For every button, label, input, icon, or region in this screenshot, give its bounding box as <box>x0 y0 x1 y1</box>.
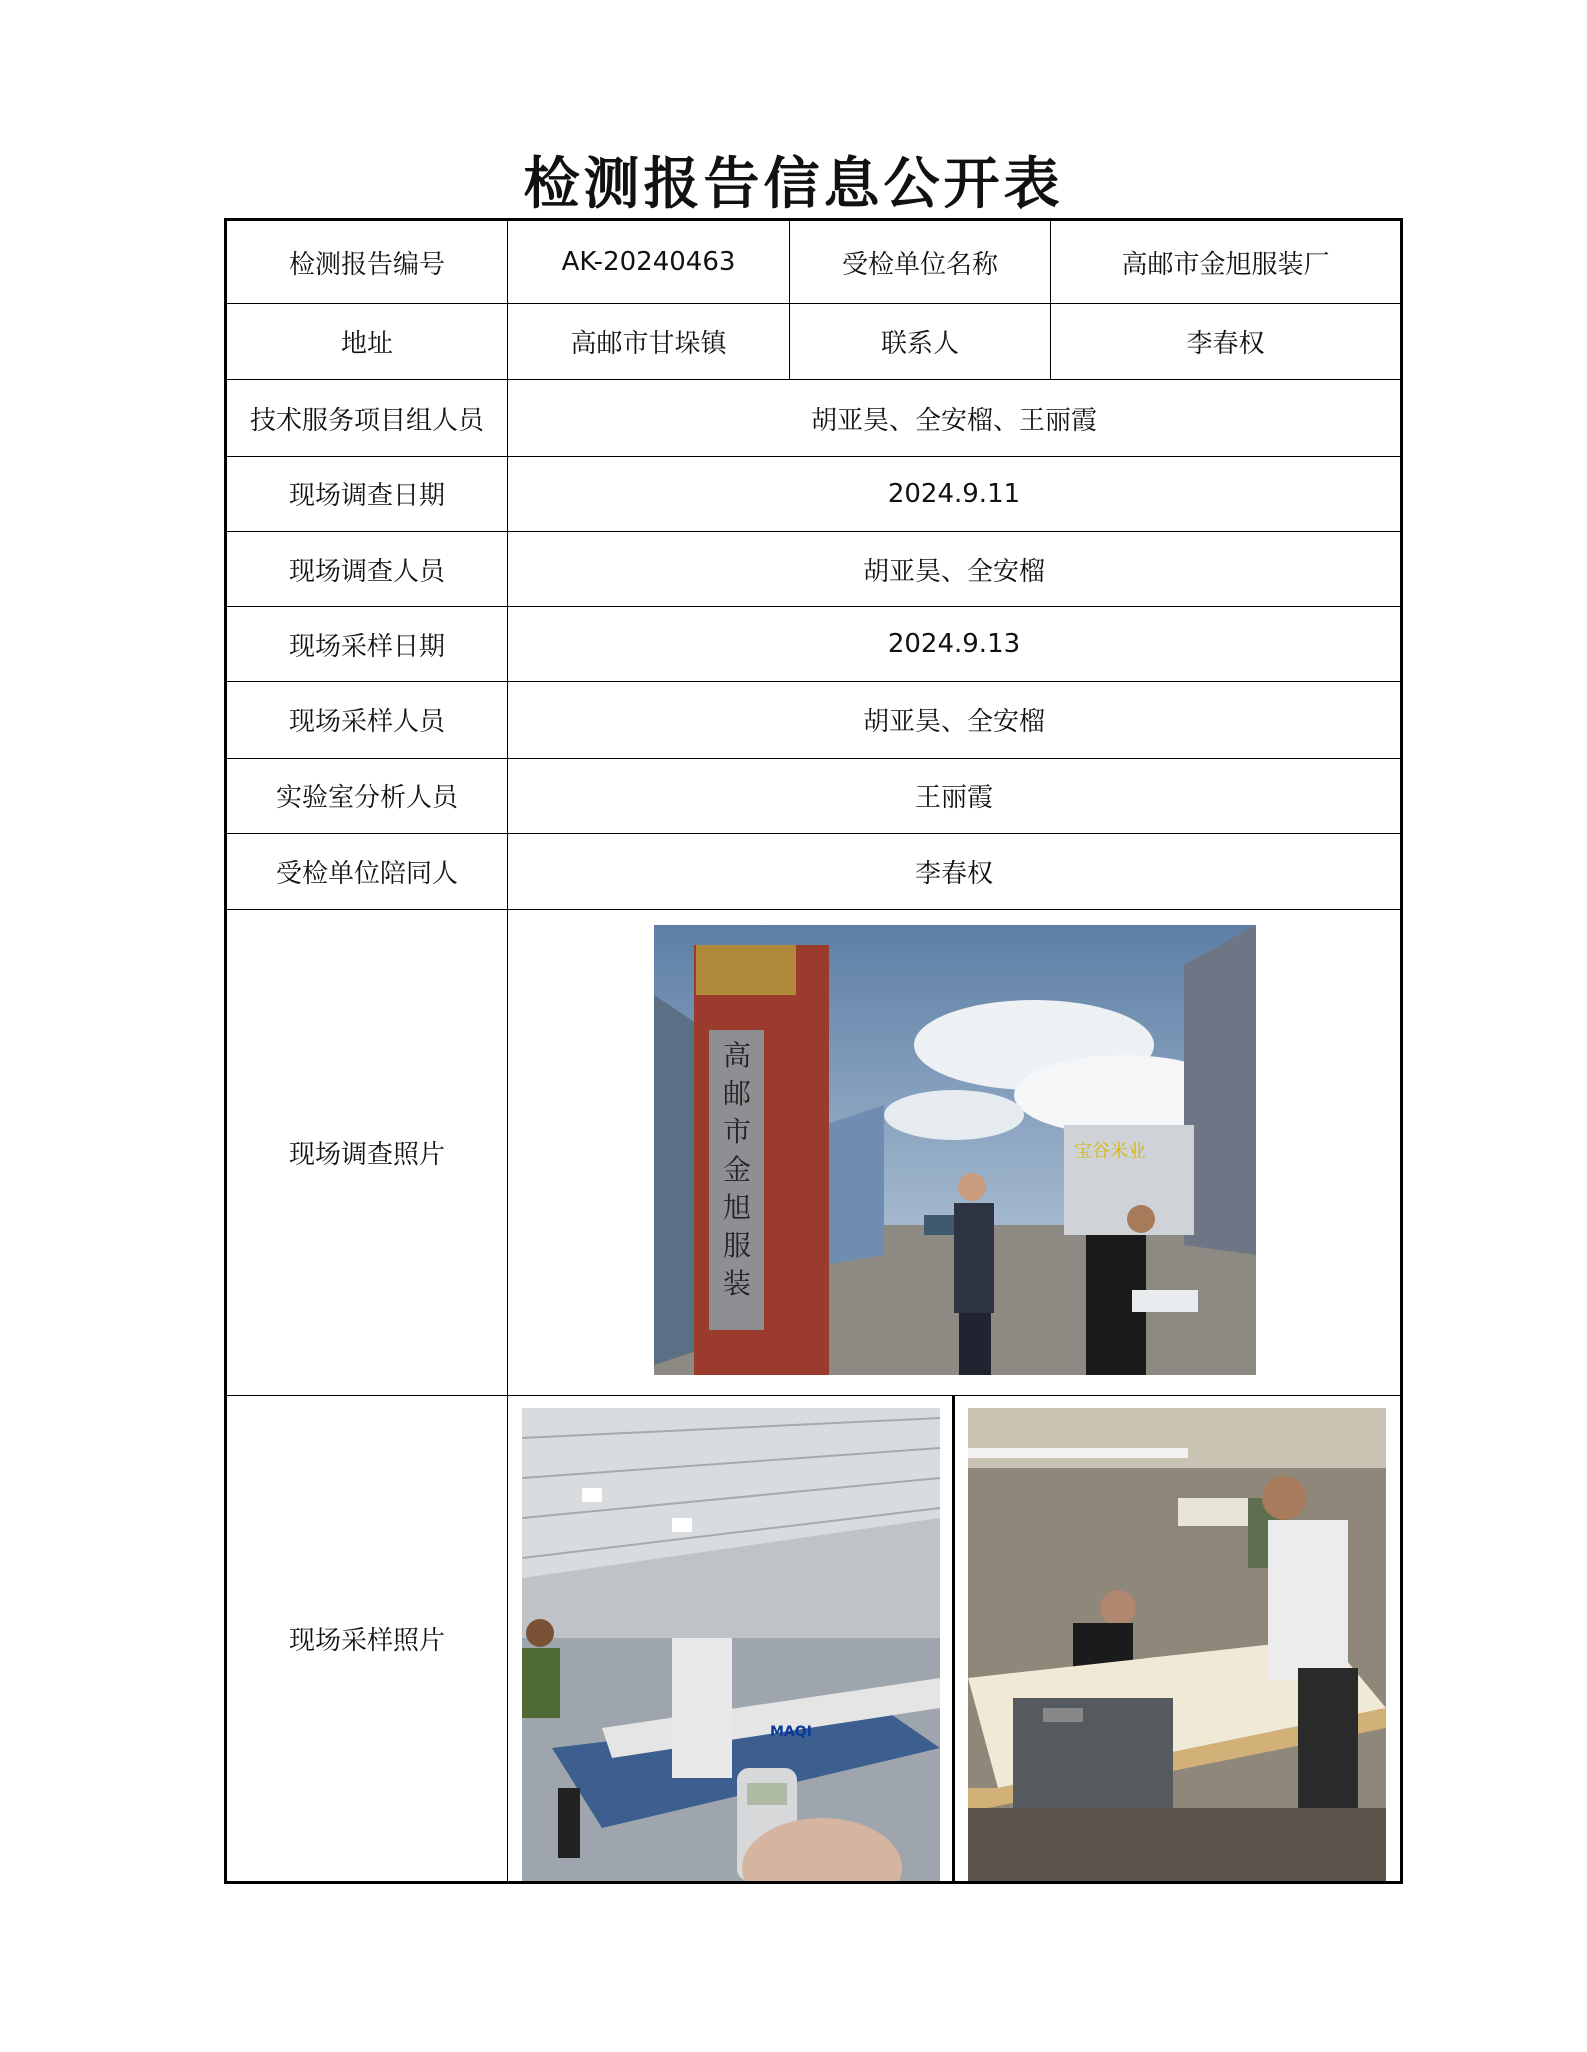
unit-name-label: 受检单位名称 <box>790 220 1051 304</box>
workshop-photo-image <box>522 1408 940 1881</box>
sign-vertical-text <box>723 1039 751 1300</box>
survey-date-value: 2024.9.11 <box>508 456 1402 531</box>
table-row <box>226 833 1402 909</box>
sampling-photo-cell <box>508 1396 1402 1883</box>
survey-photo-image <box>654 925 1256 1375</box>
sign-char: 高 <box>722 1039 752 1072</box>
unit-name-value: 高邮市金旭服装厂 <box>1051 220 1402 304</box>
lab-staff-value: 王丽霞 <box>508 758 1402 833</box>
sign-char: 金 <box>722 1153 752 1186</box>
sampling-photo-right <box>968 1408 1386 1881</box>
sampling-date-value: 2024.9.13 <box>508 607 1402 682</box>
lab-staff-label: 实验室分析人员 <box>226 758 508 833</box>
team-label: 技术服务项目组人员 <box>226 380 508 456</box>
address-value: 高邮市甘垛镇 <box>508 304 790 380</box>
table-row <box>226 456 1402 531</box>
escort-value: 李春权 <box>508 833 1402 909</box>
table-row <box>226 304 1402 380</box>
address-label: 地址 <box>226 304 508 380</box>
sampling-photo-left <box>522 1408 940 1881</box>
escort-label: 受检单位陪同人 <box>226 833 508 909</box>
table-row <box>226 910 1402 1396</box>
report-no-label: 检测报告编号 <box>226 220 508 304</box>
report-info-table <box>224 218 1403 1884</box>
survey-staff-value: 胡亚昊、全安榴 <box>508 531 1402 606</box>
sign-char: 装 <box>722 1267 752 1300</box>
building-sign-text: 宝谷米业 <box>1074 1141 1146 1162</box>
table-row <box>226 220 1402 304</box>
survey-photo-cell <box>508 910 1402 1396</box>
table-row <box>226 1396 1402 1883</box>
contact-label: 联系人 <box>790 304 1051 380</box>
sign-char: 服 <box>722 1229 752 1262</box>
survey-photo-label: 现场调查照片 <box>226 910 508 1396</box>
document-title: 检测报告信息公开表 <box>523 151 1064 217</box>
survey-date-label: 现场调查日期 <box>226 456 508 531</box>
survey-staff-label: 现场调查人员 <box>226 531 508 606</box>
sampling-staff-value: 胡亚昊、全安榴 <box>508 682 1402 758</box>
table-row <box>226 682 1402 758</box>
table-row <box>226 531 1402 606</box>
cutting-table-photo-image <box>968 1408 1386 1881</box>
photo-divider <box>952 1396 955 1881</box>
sampling-photo-label: 现场采样照片 <box>226 1396 508 1883</box>
table-row <box>226 380 1402 456</box>
contact-value: 李春权 <box>1051 304 1402 380</box>
team-value: 胡亚昊、全安榴、王丽霞 <box>508 380 1402 456</box>
sampling-date-label: 现场采样日期 <box>226 607 508 682</box>
sign-char: 市 <box>722 1115 752 1148</box>
report-no-value: AK-20240463 <box>508 220 790 304</box>
sign-char: 旭 <box>722 1191 752 1224</box>
sampling-staff-label: 现场采样人员 <box>226 682 508 758</box>
machine-brand-text: MAQI <box>770 1724 812 1741</box>
table-row <box>226 607 1402 682</box>
table-row <box>226 758 1402 833</box>
sign-char: 邮 <box>722 1077 752 1110</box>
survey-site-photo <box>654 925 1256 1375</box>
